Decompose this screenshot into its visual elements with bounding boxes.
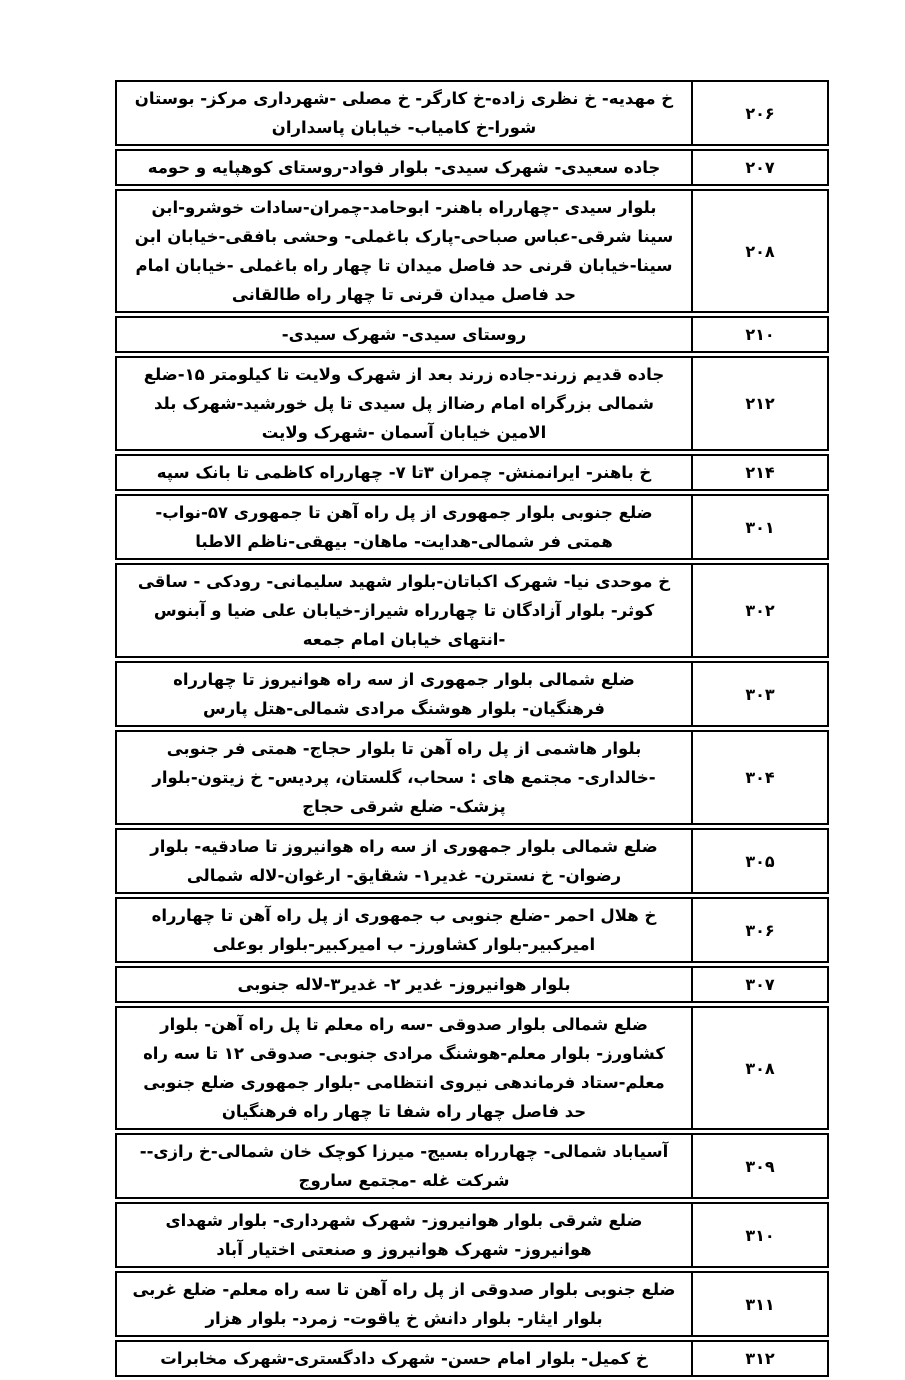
route-description-cell: خ باهنر- ایرانمنش- چمران ۳تا ۷- چهارراه کاظمی تا بانک سپه: [156, 463, 652, 482]
table-row: [115, 1271, 829, 1337]
table-row: [115, 966, 829, 1003]
route-description-cell: ضلع جنوبی بلوار جمهوری از پل راه آهن تا جمهوری ۵۷-نواب- همتی فر شمالی-هدایت- ماهان- بیهقی-ناظم الاطبا: [155, 503, 653, 551]
route-code-cell: ۳۰۱: [691, 496, 827, 558]
route-description-cell: ضلع شمالی بلوار جمهوری از سه راه هوانیروز تا چهارراه فرهنگیان- بلوار هوشنگ مرادی شمالی-هتل پارس: [173, 670, 635, 718]
table-row: [115, 454, 829, 491]
table-row: [115, 189, 829, 313]
route-code-cell: ۳۱۲: [691, 1342, 827, 1375]
route-code-cell: ۳۱۰: [691, 1204, 827, 1266]
route-code-cell: ۳۰۷: [691, 968, 827, 1001]
table-row: [115, 80, 829, 146]
table-row: [115, 1006, 829, 1130]
route-code-cell: ۲۰۷: [691, 151, 827, 184]
route-code-cell: ۲۰۶: [691, 82, 827, 144]
route-code-cell: ۳۰۶: [691, 899, 827, 961]
table-row: [115, 730, 829, 825]
route-description-cell: بلوار هاشمی از پل راه آهن تا بلوار حجاج- همتی فر جنوبی -خالداری- مجتمع های : سحاب، گلستان، پردیس- خ زیتون-بلوار پزشک- ضلع شرقی حجاج: [152, 739, 656, 816]
route-description-cell: جاده قدیم زرند-جاده زرند بعد از شهرک ولایت تا کیلومتر ۱۵-ضلع شمالی بزرگراه امام رضااز پل سیدی تا پل خورشید-شهرک بلد الامین خیابان آسمان -شهرک ولایت: [143, 365, 665, 442]
route-code-cell: ۲۰۸: [691, 191, 827, 311]
table-row: [115, 563, 829, 658]
route-code-cell: ۲۱۰: [691, 318, 827, 351]
route-description-cell: خ مهدیه- خ نظری زاده-خ کارگر- خ مصلی -شهرداری مرکز- بوستان شورا-خ کامیاب- خیابان پاسداران: [134, 89, 674, 137]
route-description-cell: روستای سیدی- شهرک سیدی-: [281, 325, 527, 344]
table-row: [115, 494, 829, 560]
table-row: [115, 1133, 829, 1199]
route-description-cell: خ هلال احمر -ضلع جنوبی ب جمهوری از پل راه آهن تا چهارراه امیرکبیر-بلوار کشاورز- ب امیرکبیر-بلوار بوعلی: [151, 906, 657, 954]
route-code-cell: ۲۱۴: [691, 456, 827, 489]
routes-table: [115, 80, 829, 1380]
table-row: [115, 1340, 829, 1377]
route-description-cell: خ موحدی نیا- شهرک اکباتان-بلوار شهید سلیمانی- رودکی - ساقی کوثر- بلوار آزادگان تا چهارراه شیراز-خیابان علی ضیا و آبنوس -انتهای خیابان امام جمعه: [137, 572, 671, 649]
table-row: [115, 828, 829, 894]
table-row: [115, 661, 829, 727]
route-code-cell: ۲۱۲: [691, 358, 827, 449]
route-code-cell: ۳۰۹: [691, 1135, 827, 1197]
route-description-cell: بلوار سیدی -چهارراه باهنر- ابوحامد-چمران-سادات خوشرو-ابن سینا شرقی-عباس صباحی-پارک باغملی- وحشی بافقی-خیابان ابن سینا-خیابان قرنی حد فاصل میدان تا چهار راه باغملی -خیابان امام حد فاصل میدان قرنی تا چهار راه طالقانی: [134, 198, 674, 304]
table-row: [115, 316, 829, 353]
route-code-cell: ۳۰۳: [691, 663, 827, 725]
route-description-cell: ضلع جنوبی بلوار صدوقی از پل راه آهن تا سه راه معلم- ضلع غربی بلوار ایثار- بلوار دانش خ یاقوت- زمرد- بلوار هزار: [132, 1280, 676, 1328]
route-description-cell: ضلع شمالی بلوار صدوقی -سه راه معلم تا پل راه آهن- بلوار کشاورز- بلوار معلم-هوشنگ مرادی جنوبی- صدوقی ۱۲ تا سه راه معلم-ستاد فرماندهی نیروی انتظامی -بلوار جمهوری ضلع جنوبی حد فاصل چهار راه شفا تا چهار راه فرهنگیان: [143, 1015, 665, 1121]
route-description-cell: خ کمیل- بلوار امام حسن- شهرک دادگستری-شهرک مخابرات: [160, 1349, 648, 1368]
route-code-cell: ۳۰۴: [691, 732, 827, 823]
route-description-cell: ضلع شرقی بلوار هوانیروز- شهرک شهرداری- بلوار شهدای هوانیروز- شهرک هوانیروز و صنعتی اختیار آباد: [165, 1211, 643, 1259]
route-code-cell: ۳۰۸: [691, 1008, 827, 1128]
table-row: [115, 897, 829, 963]
table-row: [115, 356, 829, 451]
table-row: [115, 149, 829, 186]
route-description-cell: جاده سعیدی- شهرک سیدی- بلوار فواد-روستای کوهپایه و حومه: [147, 158, 661, 177]
route-code-cell: ۳۰۲: [691, 565, 827, 656]
route-description-cell: بلوار هوانیروز- غدیر ۲- غدیر۳-لاله جنوبی: [237, 975, 571, 994]
route-description-cell: آسیاباد شمالی- چهارراه بسیج- میرزا کوچک خان شمالی-خ رازی--شرکت غله -مجتمع ساروج: [139, 1142, 669, 1190]
route-description-cell: ضلع شمالی بلوار جمهوری از سه راه هوانیروز تا صادقیه- بلوار رضوان- خ نسترن- غدیر۱- شقایق- ارغوان-لاله شمالی: [150, 837, 658, 885]
route-code-cell: ۳۰۵: [691, 830, 827, 892]
route-code-cell: ۳۱۱: [691, 1273, 827, 1335]
table-row: [115, 1202, 829, 1268]
